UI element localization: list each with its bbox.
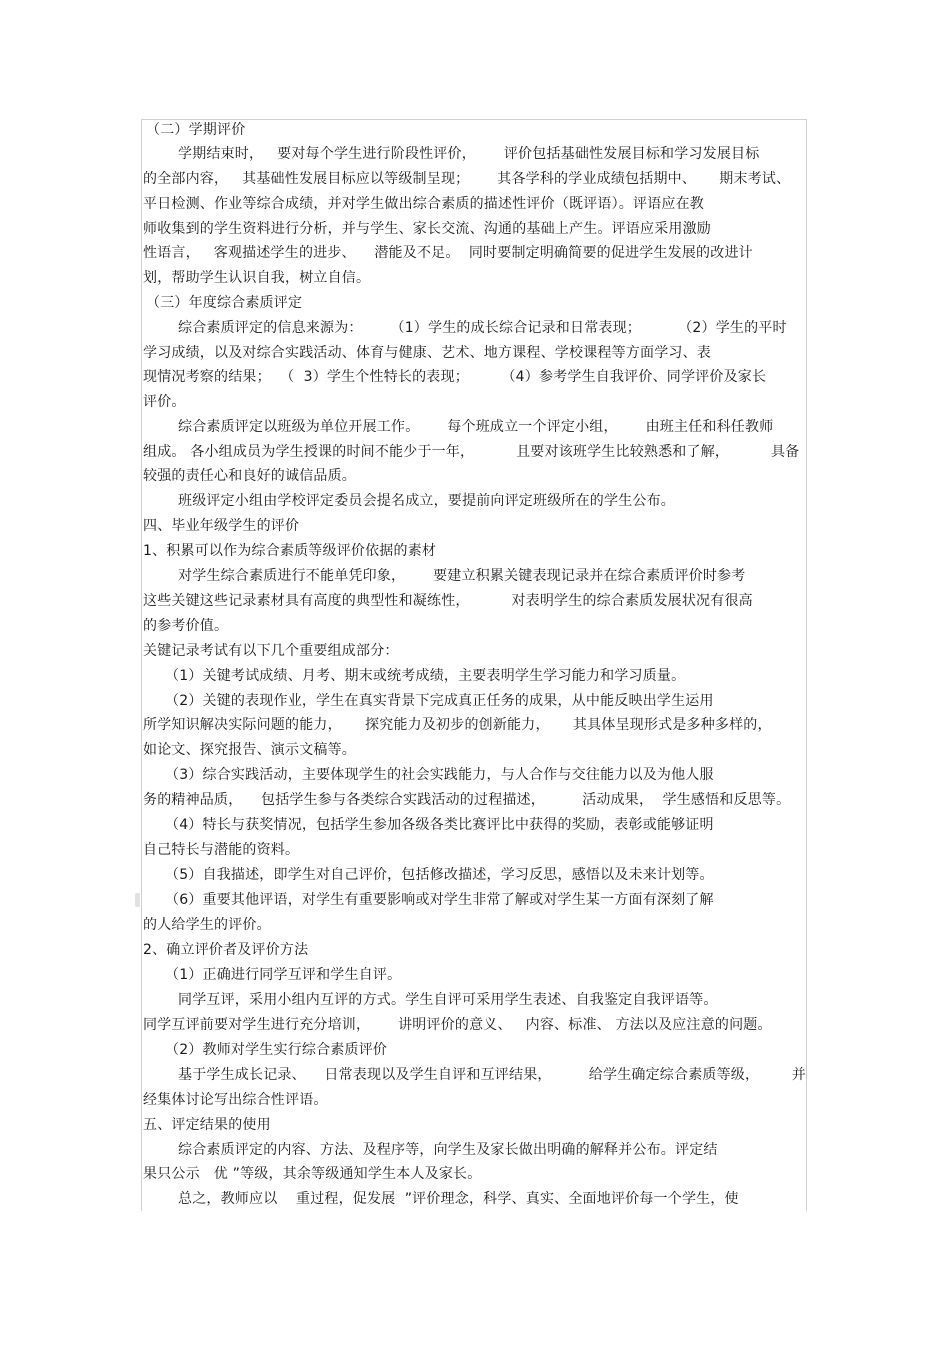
text-line: 组成。 各小组成员为学生授课的时间不能少于一年， 且要对该班学生比较熟悉和了解， 具备 [143, 444, 800, 460]
text-line: 的人给学生的评价。 [143, 917, 271, 933]
text-line: 的全部内容， 其基础性发展目标应以等级制呈现； 其各学科的学业成绩包括期中、 期末考试、 [143, 171, 791, 187]
text-line: 基于学生成长记录、 日常表现以及学生自评和互评结果， 给学生确定综合素质等级， 并 [178, 1067, 806, 1083]
list-item: （6）重要其他评语，对学生有重要影响或对学生非常了解或对学生某一方面有深刻了解 [165, 892, 714, 908]
text-line: 务的精神品质， 包括学生参与各类综合实践活动的过程描述， 活动成果， 学生感悟和反思等。 [143, 792, 791, 808]
text-line: 综合素质评定以班级为单位开展工作。 每个班成立一个评定小组， 由班主任和科任教师 [178, 419, 774, 435]
text-line: 平日检测、作业等综合成绩，并对学生做出综合素质的描述性评价（既评语）。评语应在教 [143, 196, 704, 212]
text-line: 师收集到的学生资料进行分析，并与学生、家长交流、沟通的基础上产生。评语应采用激励 [143, 221, 711, 237]
text-line: 同学互评前要对学生进行充分培训， 讲明评价的意义、 内容、标准、 方法以及应注意的问题。 [143, 1017, 772, 1033]
subheading-evaluators-methods: 2、确立评价者及评价方法 [143, 942, 309, 958]
text-line: 学期结束时， 要对每个学生进行阶段性评价， 评价包括基础性发展目标和学习发展目标 [178, 146, 760, 162]
text-line: 关键记录考试有以下几个重要组成部分： [143, 643, 399, 659]
text-line: 较强的责任心和良好的诚信品质。 [143, 468, 356, 484]
text-line: 对学生综合素质进行不能单凭印象， 要建立积累关键表现记录并在综合素质评价时参考 [178, 568, 746, 584]
frame-left-border [141, 119, 142, 1211]
text-line: 综合素质评定的信息来源为： （1）学生的成长综合记录和日常表现； （2）学生的平时 [178, 320, 787, 336]
frame-top-border [141, 119, 807, 120]
list-item: （2）教师对学生实行综合素质评价 [165, 1042, 388, 1058]
heading-semester-evaluation: （二）学期评价 [146, 122, 246, 138]
heading-annual-evaluation: （三）年度综合素质评定 [146, 295, 303, 311]
list-item: （1）正确进行同学互评和学生自评。 [165, 967, 402, 983]
text-line: 综合素质评定的内容、方法、及程序等，向学生及家长做出明确的解释并公布。评定结 [178, 1142, 718, 1158]
list-item: （2）关键的表现作业，学生在真实背景下完成真正任务的成果，从中能反映出学生运用 [165, 693, 714, 709]
margin-mark [135, 893, 140, 907]
text-line: 评价。 [143, 394, 186, 410]
text-line: 的参考价值。 [143, 618, 229, 634]
text-line: 划，帮助学生认识自我，树立自信。 [143, 270, 371, 286]
text-line: 自己特长与潜能的资料。 [143, 842, 300, 858]
text-line: 果只公示 优 ”等级，其余等级通知学生本人及家长。 [143, 1166, 482, 1182]
frame-right-border [806, 119, 807, 1211]
text-line: 这些关键这些记录素材具有高度的典型性和凝练性， 对表明学生的综合素质发展状况有很高 [143, 593, 753, 609]
text-line: 总之，教师应以 重过程，促发展 ”评价理念，科学、真实、全面地评价每一个学生，使 [178, 1191, 739, 1207]
list-item: （3）综合实践活动，主要体现学生的社会实践能力，与人合作与交往能力以及为他人服 [165, 767, 714, 783]
heading-results-usage: 五、评定结果的使用 [143, 1117, 271, 1133]
list-item: （1）关键考试成绩、月考、期末或统考成绩，主要表明学生学习能力和学习质量。 [165, 668, 686, 684]
text-line: 学习成绩，以及对综合实践活动、体育与健康、艺术、地方课程、学校课程等方面学习、表 [143, 345, 711, 361]
text-line: 现情况考察的结果； （ 3）学生个性特长的表现； （4）参考学生自我评价、同学评价及家长 [143, 369, 767, 385]
text-line: 性语言， 客观描述学生的进步、 潜能及不足。 同时要制定明确简要的促进学生发展的改进计 [143, 245, 753, 261]
heading-graduating-students: 四、毕业年级学生的评价 [143, 518, 300, 534]
text-line: 经集体讨论写出综合性评语。 [143, 1092, 328, 1108]
list-item: （5）自我描述，即学生对自己评价，包括修改描述，学习反思，感悟以及未来计划等。 [165, 867, 714, 883]
text-line: 如论文、探究报告、演示文稿等。 [143, 742, 356, 758]
text-line: 同学互评，采用小组内互评的方式。学生自评可采用学生表述、自我鉴定自我评语等。 [178, 992, 718, 1008]
text-line: 所学知识解决实际问题的能力， 探究能力及初步的创新能力， 其具体呈现形式是多种多样的， [143, 717, 772, 733]
list-item: （4）特长与获奖情况，包括学生参加各级各类比赛评比中获得的奖励，表彰或能够证明 [165, 817, 714, 833]
text-line: 班级评定小组由学校评定委员会提名成立，要提前向评定班级所在的学生公布。 [178, 493, 675, 509]
subheading-accumulate-materials: 1、积累可以作为综合素质等级评价依据的素材 [143, 543, 437, 559]
